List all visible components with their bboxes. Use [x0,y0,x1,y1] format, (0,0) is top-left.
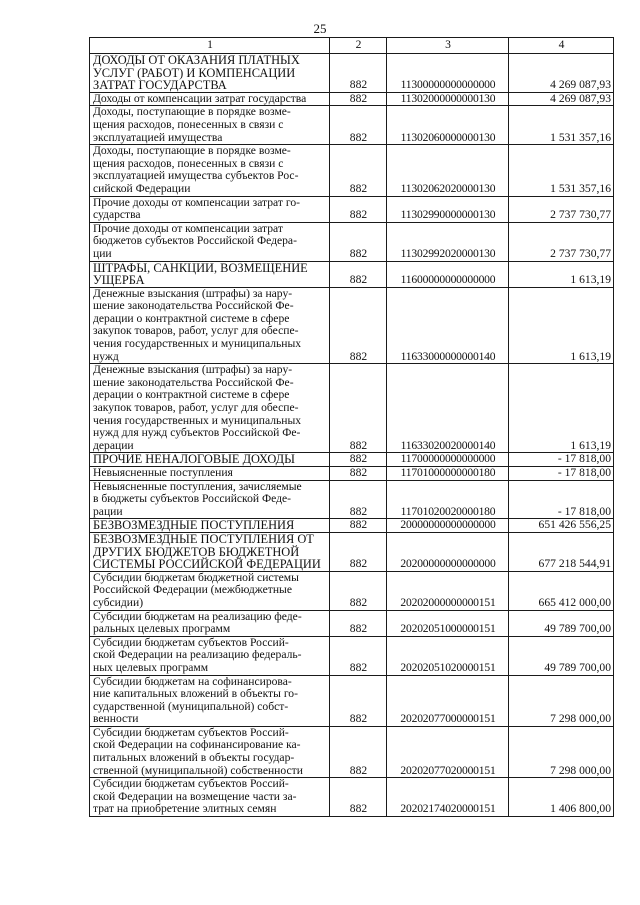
row-amount-cell: 1 613,19 [509,287,614,364]
table-row [90,519,614,533]
row-kbk-code-cell: 11600000000000000 [387,261,509,287]
row-amount-cell: 1 531 357,16 [509,145,614,196]
row-admin-code-cell: 882 [330,480,387,519]
row-amount-cell: - 17 818,00 [509,480,614,519]
row-kbk-code-cell: 20200000000000000 [387,532,509,571]
table-row [90,726,614,777]
row-admin-code-cell: 882 [330,261,387,287]
row-name-cell: Денежные взыскания (штрафы) за нару- шение законодательства Российской Фе- дерации о контрактной системе в сфере закупок товаров, работ, услуг для обеспе- чения государственных и муниципальных нужд для нужд субъектов Российской Фе- дерации [90,364,330,453]
row-amount-cell: 4 269 087,93 [509,54,614,93]
table-header-row [90,38,614,54]
table-row [90,532,614,571]
row-name-cell: Прочие доходы от компенсации затрат бюджетов субъектов Российской Федера- ции [90,222,330,261]
row-admin-code-cell: 882 [330,726,387,777]
row-admin-code-cell: 882 [330,532,387,571]
row-name-cell: ШТРАФЫ, САНКЦИИ, ВОЗМЕЩЕНИЕ УЩЕРБА [90,261,330,287]
row-name-cell: Субсидии бюджетам субъектов Россий- ской Федерации на возмещение части за- трат на приобретение элитных семян [90,778,330,817]
row-admin-code-cell: 882 [330,145,387,196]
row-kbk-code-cell: 11300000000000000 [387,54,509,93]
row-amount-cell: 1 531 357,16 [509,106,614,145]
row-name-cell: Доходы от компенсации затрат государства [90,92,330,106]
row-admin-code-cell: 882 [330,467,387,481]
row-name-cell: ПРОЧИЕ НЕНАЛОГОВЫЕ ДОХОДЫ [90,453,330,467]
row-admin-code-cell: 882 [330,610,387,636]
row-admin-code-cell: 882 [330,222,387,261]
row-name-cell: Субсидии бюджетам субъектов Россий- ской Федерации на реализацию федераль- ных целевых программ [90,636,330,675]
row-amount-cell: 677 218 544,91 [509,532,614,571]
row-name-cell: Субсидии бюджетам на софинансирова- ние капитальных вложений в объекты го- сударственной (муниципальной) собст- венности [90,675,330,726]
row-name-cell: Денежные взыскания (штрафы) за нару- шение законодательства Российской Фе- дерации о контрактной системе в сфере закупок товаров, работ, услуг для обеспе- чения государственных и муниципальных нужд [90,287,330,364]
row-name-cell: ДОХОДЫ ОТ ОКАЗАНИЯ ПЛАТНЫХ УСЛУГ (РАБОТ) И КОМПЕНСАЦИИ ЗАТРАТ ГОСУДАРСТВА [90,54,330,93]
row-name-cell: БЕЗВОЗМЕЗДНЫЕ ПОСТУПЛЕНИЯ [90,519,330,533]
column-header-2: 2 [330,38,387,54]
row-kbk-code-cell: 11633020020000140 [387,364,509,453]
row-admin-code-cell: 882 [330,675,387,726]
row-amount-cell: 665 412 000,00 [509,571,614,610]
table-row [90,453,614,467]
column-header-4: 4 [509,38,614,54]
table-row [90,222,614,261]
row-amount-cell: 1 613,19 [509,261,614,287]
row-amount-cell: 1 406 800,00 [509,778,614,817]
row-kbk-code-cell: 11302000000000130 [387,92,509,106]
row-amount-cell: 4 269 087,93 [509,92,614,106]
row-kbk-code-cell: 20202077000000151 [387,675,509,726]
row-kbk-code-cell: 11302990000000130 [387,196,509,222]
row-kbk-code-cell: 20202051000000151 [387,610,509,636]
table-body [90,54,614,817]
table-row [90,145,614,196]
budget-revenue-table [89,37,614,817]
table-row [90,54,614,93]
table-row [90,675,614,726]
table-row [90,778,614,817]
row-amount-cell: 1 613,19 [509,364,614,453]
row-kbk-code-cell: 20202051020000151 [387,636,509,675]
row-admin-code-cell: 882 [330,196,387,222]
row-kbk-code-cell: 11302992020000130 [387,222,509,261]
column-header-1: 1 [90,38,330,54]
row-admin-code-cell: 882 [330,778,387,817]
row-admin-code-cell: 882 [330,54,387,93]
table-row [90,106,614,145]
row-name-cell: БЕЗВОЗМЕЗДНЫЕ ПОСТУПЛЕНИЯ ОТ ДРУГИХ БЮДЖЕТОВ БЮДЖЕТНОЙ СИСТЕМЫ РОССИЙСКОЙ ФЕДЕРАЦИИ [90,532,330,571]
row-amount-cell: 2 737 730,77 [509,196,614,222]
row-name-cell: Невыясненные поступления, зачисляемые в бюджеты субъектов Российской Феде- рации [90,480,330,519]
row-admin-code-cell: 882 [330,636,387,675]
row-admin-code-cell: 882 [330,106,387,145]
row-kbk-code-cell: 11700000000000000 [387,453,509,467]
page-number: 25 [313,21,327,36]
row-name-cell: Прочие доходы от компенсации затрат го- сударства [90,196,330,222]
row-name-cell: Доходы, поступающие в порядке возме- щения расходов, понесенных в связи с эксплуатацией имущества [90,106,330,145]
row-kbk-code-cell: 11302060000000130 [387,106,509,145]
row-name-cell: Субсидии бюджетам на реализацию феде- ральных целевых программ [90,610,330,636]
row-amount-cell: 7 298 000,00 [509,726,614,777]
row-amount-cell: - 17 818,00 [509,467,614,481]
row-kbk-code-cell: 11633000000000140 [387,287,509,364]
row-kbk-code-cell: 20202174020000151 [387,778,509,817]
table-row [90,196,614,222]
row-admin-code-cell: 882 [330,453,387,467]
row-kbk-code-cell: 20202000000000151 [387,571,509,610]
row-name-cell: Невыясненные поступления [90,467,330,481]
row-admin-code-cell: 882 [330,92,387,106]
row-kbk-code-cell: 11302062020000130 [387,145,509,196]
column-header-3: 3 [387,38,509,54]
row-name-cell: Субсидии бюджетам бюджетной системы Российской Федерации (межбюджетные субсидии) [90,571,330,610]
row-kbk-code-cell: 11701000000000180 [387,467,509,481]
table-row [90,364,614,453]
row-amount-cell: 2 737 730,77 [509,222,614,261]
table-row [90,610,614,636]
table-row [90,571,614,610]
row-amount-cell: 651 426 556,25 [509,519,614,533]
table-row [90,287,614,364]
row-amount-cell: - 17 818,00 [509,453,614,467]
table-row [90,92,614,106]
row-amount-cell: 7 298 000,00 [509,675,614,726]
row-kbk-code-cell: 11701020020000180 [387,480,509,519]
table-row [90,261,614,287]
table-row [90,636,614,675]
row-admin-code-cell: 882 [330,287,387,364]
row-admin-code-cell: 882 [330,519,387,533]
row-kbk-code-cell: 20202077020000151 [387,726,509,777]
row-amount-cell: 49 789 700,00 [509,610,614,636]
table-row [90,467,614,481]
row-kbk-code-cell: 20000000000000000 [387,519,509,533]
row-admin-code-cell: 882 [330,364,387,453]
row-admin-code-cell: 882 [330,571,387,610]
table-row [90,480,614,519]
row-amount-cell: 49 789 700,00 [509,636,614,675]
row-name-cell: Субсидии бюджетам субъектов Россий- ской Федерации на софинансирование ка- питальных вложений в объекты государ- ственной (муниципальной) собственности [90,726,330,777]
row-name-cell: Доходы, поступающие в порядке возме- щения расходов, понесенных в связи с эксплуатацией имущества субъектов Рос- сийской Федерации [90,145,330,196]
